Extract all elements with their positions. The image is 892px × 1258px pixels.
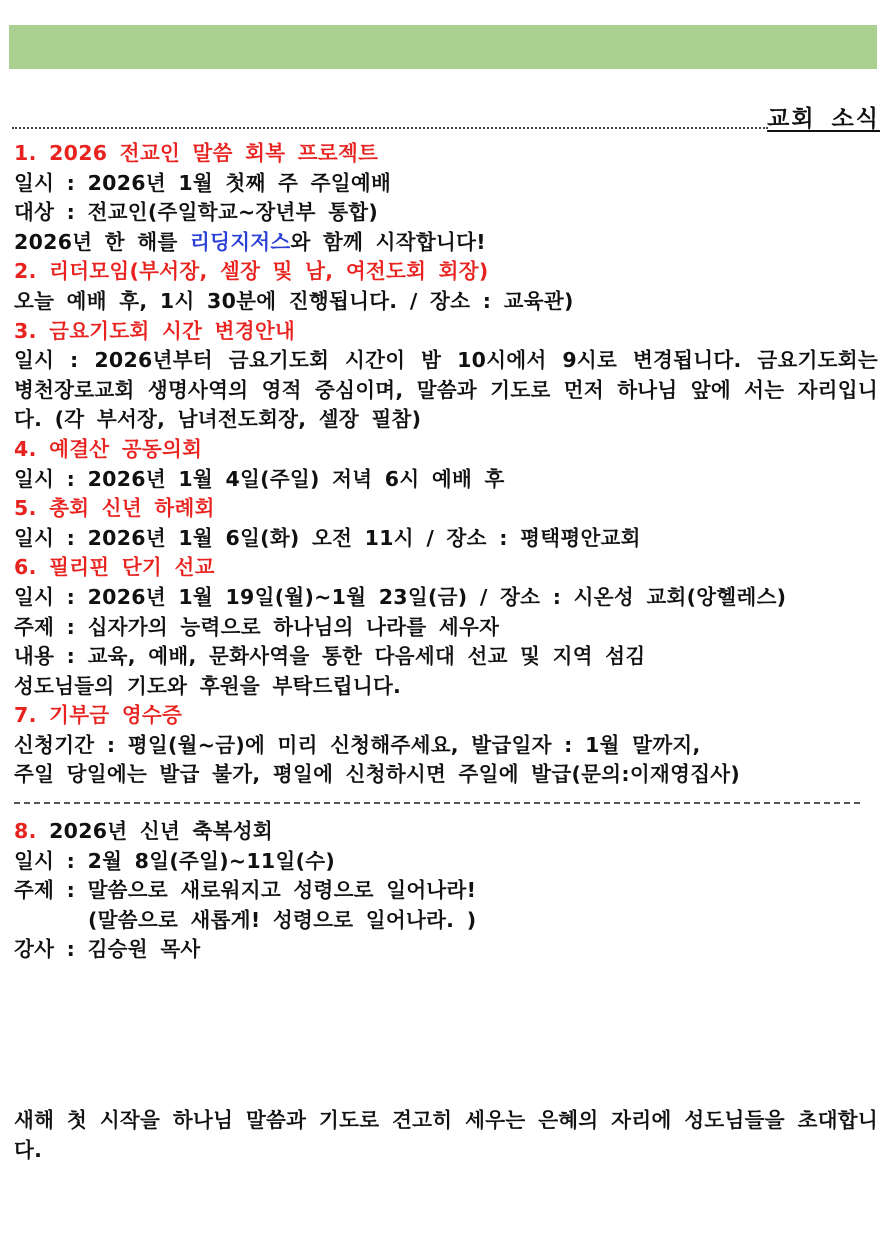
item-2-desc: 오늘 예배 후, 1시 30분에 진행됩니다. / 장소 : 교육관)	[14, 288, 574, 313]
item-8-theme-sub: (말씀으로 새롭게! 성령으로 일어나라. )	[88, 907, 477, 932]
item-2-title: 2. 리더모임(부서장, 셀장 및 남, 여전도회 회장)	[14, 259, 489, 284]
item-7-line1: 신청기간 : 평일(월~금)에 미리 신청해주세요, 발급일자 : 1월 말까지,	[14, 732, 701, 757]
item-4-date: 일시 : 2026년 1월 4일(주일) 저녁 6시 예배 후	[14, 466, 505, 491]
item-6-theme: 주제 : 십자가의 능력으로 하나님의 나라를 세우자	[14, 614, 500, 639]
item-1-target: 대상 : 전교인(주일학교~장년부 통합)	[14, 200, 379, 225]
item-8-title-text: 2026년 신년 축복성회	[36, 819, 273, 844]
dotted-divider	[12, 127, 768, 129]
item-8-title	[14, 817, 878, 847]
closing-invitation: 새해 첫 시작을 하나님 말씀과 기도로 견고히 세우는 은혜의 자리에 성도님들을 초대합니다.	[14, 1108, 878, 1162]
item-7-line2: 주일 당일에는 발급 불가, 평일에 신청하시면 주일에 발급(문의:이재영집사)	[14, 762, 741, 787]
item-8-number: 8.	[14, 819, 37, 844]
item-8-speaker: 강사 : 김승원 목사	[14, 937, 201, 962]
item-1-desc-pre: 2026년 한 해를	[14, 229, 190, 254]
item-8-theme: 주제 : 말씀으로 새로워지고 성령으로 일어나라!	[14, 878, 477, 903]
item-6-request: 성도님들의 기도와 후원을 부탁드립니다.	[14, 673, 402, 698]
item-1-desc	[14, 228, 878, 258]
item-6-content: 내용 : 교육, 예배, 문화사역을 통한 다음세대 선교 및 지역 섬김	[14, 644, 646, 669]
item-8-date: 일시 : 2월 8일(주일)~11일(수)	[14, 848, 336, 873]
item-7-title: 7. 기부금 영수증	[14, 703, 183, 728]
item-4-title: 4. 예결산 공동의회	[14, 436, 203, 461]
item-6-date: 일시 : 2026년 1월 19일(월)~1월 23일(금) / 장소 : 시온성 교회(앙헬레스)	[14, 584, 787, 609]
news-list	[14, 139, 878, 965]
item-5-title: 5. 총회 신년 하례회	[14, 496, 215, 521]
dashed-divider	[14, 802, 860, 805]
section-title: 교회 소식	[767, 106, 880, 132]
header-bar	[9, 25, 877, 69]
item-3-title: 3. 금요기도회 시간 변경안내	[14, 318, 296, 343]
item-3-desc: 일시 : 2026년부터 금요기도회 시간이 밤 10시에서 9시로 변경됩니다. 금요기도회는 병천장로교회 생명사역의 영적 중심이며, 말씀과 기도로 먼저 하나님 앞에 서는 자리입니다. (각 부서장, 남녀전도회장, 셀장 필참)	[14, 348, 878, 432]
item-1-desc-post: 와 함께 시작합니다!	[290, 229, 486, 254]
item-1-title: 1. 2026 전교인 말씀 회복 프로젝트	[14, 141, 379, 165]
item-1-date: 일시 : 2026년 1월 첫째 주 주일예배	[14, 170, 392, 195]
item-5-date: 일시 : 2026년 1월 6일(화) 오전 11시 / 장소 : 평택평안교회	[14, 525, 641, 550]
item-6-title: 6. 필리핀 단기 선교	[14, 555, 215, 580]
reading-jesus-highlight: 리딩지저스	[189, 229, 291, 254]
